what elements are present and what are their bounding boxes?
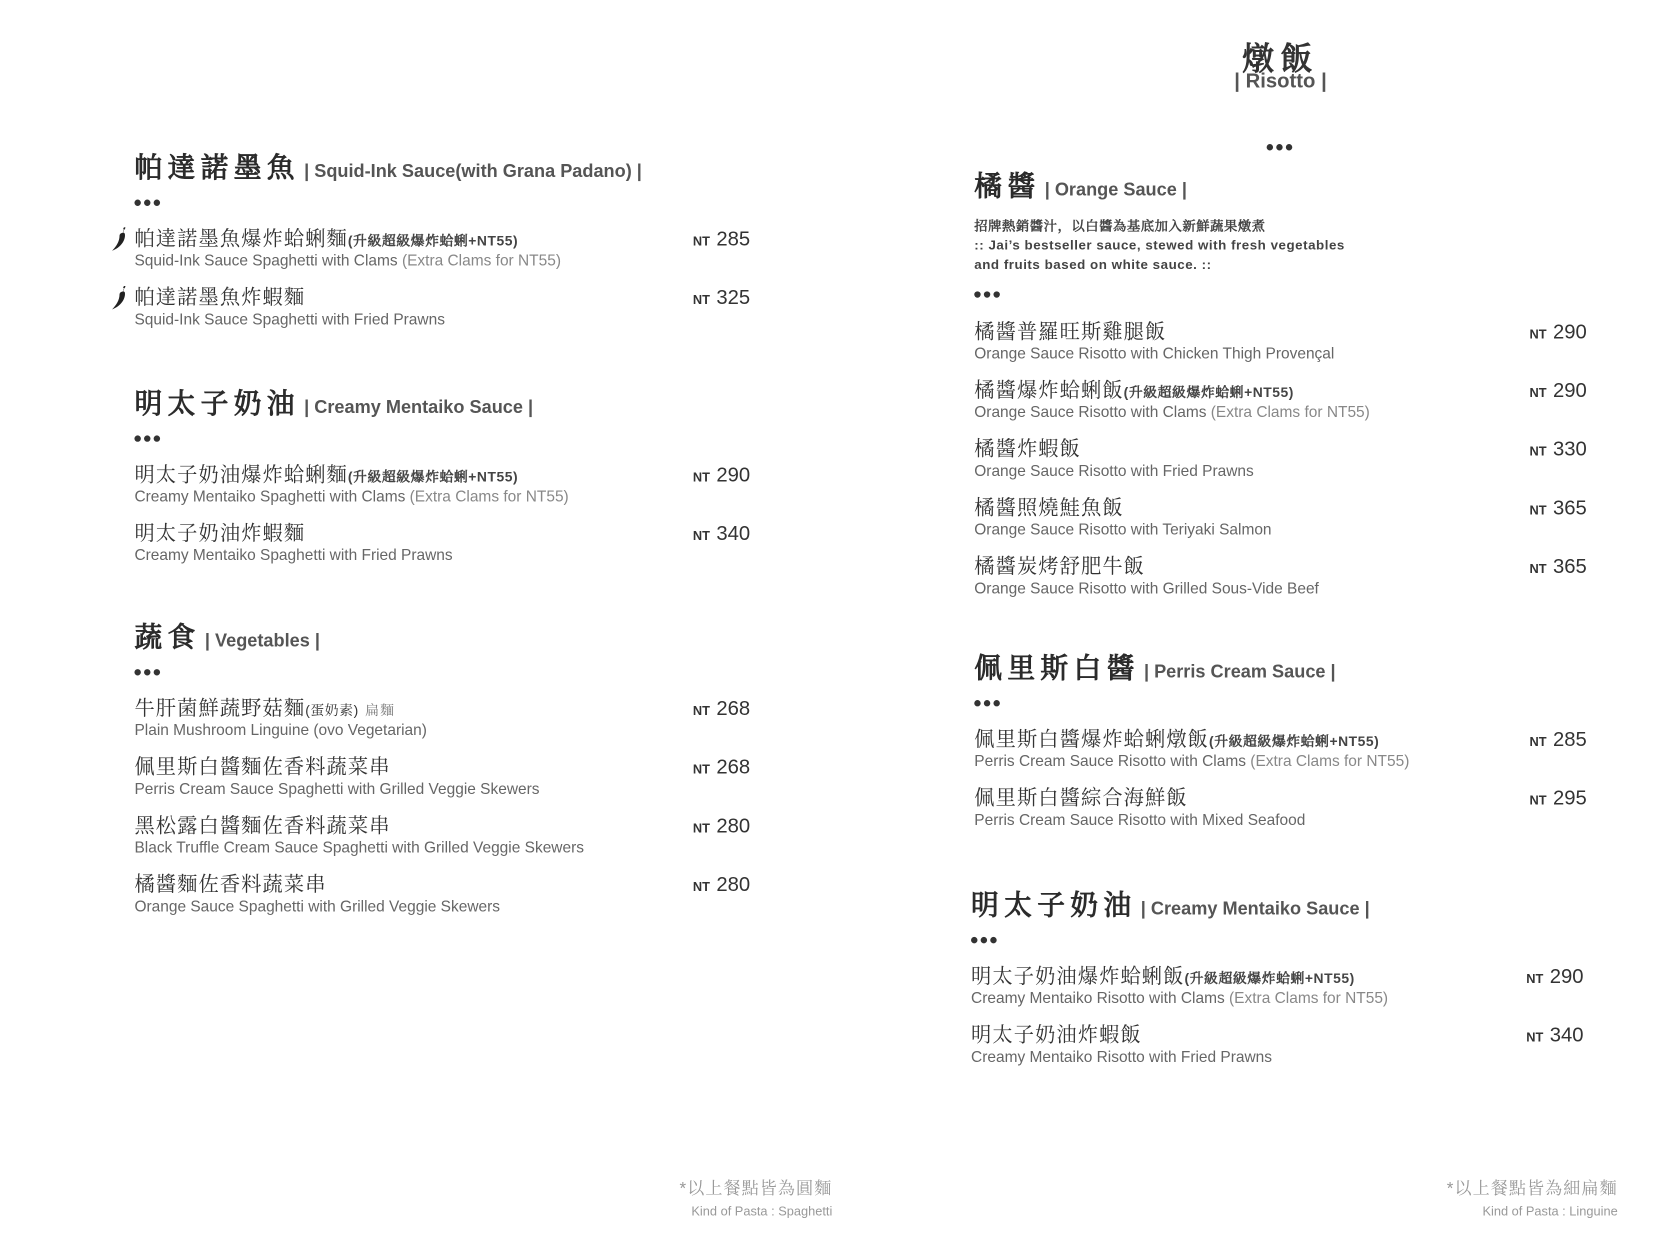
dot (993, 291, 999, 297)
item-name-cn: 帕達諾墨魚爆炸蛤蜊麵 (134, 228, 348, 251)
dot (984, 291, 990, 297)
item-name-en-text: Orange Sauce Spaghetti with Grilled Veggie Skewers (134, 898, 501, 916)
price-currency: NT (1526, 971, 1544, 987)
item-name-cn: 佩里斯白醬麵佐香料蔬菜串 (134, 756, 391, 779)
price-currency: NT (1529, 443, 1547, 459)
section-title-en: | Vegetables | (204, 630, 320, 651)
price-currency: NT (1526, 1029, 1544, 1045)
dot (984, 700, 990, 706)
menu-item[interactable] (974, 381, 1587, 424)
item-name-en (971, 988, 1584, 1009)
item-name-en-text: Squid-Ink Sauce Spaghetti with Clams (134, 252, 398, 270)
price-value: 280 (716, 815, 751, 838)
price-currency: NT (692, 292, 710, 308)
item-name-cn: 橘醬照燒鮭魚飯 (974, 497, 1124, 520)
item-name-en-text: Orange Sauce Risotto with Chicken Thigh Provençal (974, 345, 1335, 363)
price-value: 325 (716, 287, 751, 310)
item-name-en-text: Black Truffle Cream Sauce Spaghetti with Grilled Veggie Skewers (134, 839, 584, 857)
item-name-en-text: Creamy Mentaiko Spaghetti with Fried Prawns (134, 547, 453, 565)
dot (974, 291, 980, 297)
item-name-en-text: Perris Cream Sauce Risotto with Mixed Seafood (974, 812, 1306, 830)
item-price (1529, 789, 1586, 810)
section-title-en: | Creamy Mentaiko Sauce | (304, 396, 534, 418)
description-line: 招牌熱銷醬汁，以白醬為基底加入新鮮蔬果燉煮 (974, 218, 1266, 234)
price-currency: NT (1529, 561, 1547, 577)
section-title-en: | Orange Sauce | (1044, 179, 1187, 200)
dots-divider (974, 286, 1587, 303)
menu-item[interactable] (974, 498, 1587, 541)
price-currency: NT (1529, 734, 1547, 750)
section-heading (134, 152, 750, 184)
footer-left-en: Kind of Pasta : Spaghetti (691, 1203, 833, 1219)
menu-item[interactable] (971, 1025, 1584, 1068)
item-name-en (974, 402, 1587, 423)
price-currency: NT (692, 469, 710, 485)
item-name (134, 465, 750, 486)
item-name-en-text: Creamy Mentaiko Risotto with Fried Prawns (971, 1048, 1273, 1067)
price-currency: NT (692, 233, 710, 249)
price-value: 268 (716, 697, 751, 721)
item-extra-note: (Extra Clams for NT55) (401, 252, 562, 270)
item-name-cn: 帕達諾墨魚炸蝦麵 (134, 287, 306, 310)
item-name (134, 875, 750, 896)
menu-item[interactable] (134, 699, 750, 742)
section-title-cn: 明太子奶油 (971, 888, 1137, 921)
price-currency: NT (692, 528, 710, 544)
item-name-en (134, 251, 750, 272)
price-currency: NT (692, 703, 710, 719)
section-title-cn: 明太子奶油 (134, 387, 300, 420)
item-name-en-text: Orange Sauce Risotto with Teriyaki Salmon (974, 521, 1272, 539)
section-heading (974, 652, 1587, 684)
dot (144, 435, 150, 441)
item-name-en-text: Orange Sauce Risotto with Grilled Sous-Vide Beef (974, 580, 1319, 598)
dots-divider (971, 932, 1584, 949)
item-name-cn: 明太子奶油炸蝦麵 (134, 522, 306, 546)
item-upgrade-note: (升級超級爆炸蛤蜊+NT55) (347, 232, 519, 249)
price-currency: NT (1529, 502, 1547, 518)
price-value: 340 (1549, 1024, 1584, 1047)
item-name-en-text: Orange Sauce Risotto with Fried Prawns (974, 463, 1254, 481)
menu-item[interactable] (134, 758, 750, 801)
menu-item[interactable] (134, 229, 750, 272)
item-name-en-text: Plain Mushroom Linguine (ovo Vegetarian) (134, 722, 427, 740)
price-value: 365 (1552, 497, 1587, 520)
menu-section (974, 652, 1587, 831)
dot (134, 199, 140, 205)
item-name (971, 967, 1584, 988)
item-name-cn: 明太子奶油爆炸蛤蜊飯 (971, 965, 1185, 989)
dot (134, 435, 140, 441)
item-name (974, 557, 1587, 578)
item-name-cn: 明太子奶油爆炸蛤蜊麵 (134, 464, 348, 487)
item-name-en (134, 779, 750, 800)
item-price (693, 524, 750, 545)
price-value: 295 (1552, 787, 1587, 810)
item-name-en-text: Orange Sauce Risotto with Clams (974, 404, 1207, 422)
item-name-cn: 黑松露白醬麵佐香料蔬菜串 (134, 815, 391, 838)
dots-divider (134, 664, 750, 681)
item-name-cn: 牛肝菌鮮蔬野菇麵 (134, 697, 306, 721)
item-extra-note: (Extra Clams for NT55) (1229, 990, 1389, 1008)
item-name-en (134, 838, 750, 859)
item-name-en (974, 344, 1587, 365)
menu-item[interactable] (974, 440, 1587, 483)
section-heading (134, 621, 750, 653)
section-heading (974, 170, 1587, 202)
item-price (1529, 498, 1586, 519)
item-price (1529, 730, 1586, 751)
footer-left (512, 1179, 832, 1222)
section-title-en: | Squid-Ink Sauce(with Grana Padano) | (304, 161, 642, 182)
item-name-en (134, 720, 750, 741)
item-upgrade-note: (升級超級爆炸蛤蜊+NT55) (1123, 384, 1294, 401)
item-name (974, 322, 1587, 343)
price-currency: NT (1529, 326, 1547, 342)
item-name (134, 758, 750, 779)
description-line: and fruits based on white sauce. :: (974, 257, 1212, 273)
item-name (974, 789, 1587, 810)
dots-divider (1120, 139, 1440, 156)
item-name-en (974, 578, 1587, 599)
menu-item[interactable] (974, 789, 1587, 832)
dot (981, 937, 987, 943)
item-price (693, 288, 750, 309)
menu-item[interactable] (974, 730, 1587, 773)
item-upgrade-note: (升級超級爆炸蛤蜊+NT55) (1209, 733, 1380, 750)
dot (993, 700, 999, 706)
item-extra-note: (Extra Clams for NT55) (1250, 753, 1410, 771)
dot (154, 435, 160, 441)
menu-item[interactable] (134, 875, 750, 918)
item-price (1529, 381, 1586, 402)
menu-item[interactable] (134, 816, 750, 859)
item-diet-note: (蛋奶素) (305, 702, 359, 719)
description-line: :: Jai’s bestseller sauce, stewed with fresh vegetables (974, 237, 1345, 253)
item-name-en (134, 545, 750, 566)
section-heading (971, 889, 1584, 921)
dots-divider (974, 695, 1587, 712)
price-value: 268 (716, 756, 751, 779)
item-name-cn: 佩里斯白醬綜合海鮮飯 (974, 787, 1188, 810)
item-name (974, 730, 1587, 751)
menu-section (134, 387, 750, 566)
dot (144, 669, 150, 675)
dot (154, 669, 160, 675)
item-name-en (134, 487, 750, 508)
risotto-title-en: | Risotto | (1234, 70, 1327, 93)
price-currency: NT (692, 820, 710, 836)
dot (154, 199, 160, 205)
item-price (693, 229, 750, 250)
section-title-en: | Perris Cream Sauce | (1143, 661, 1336, 682)
item-name-en (134, 896, 750, 917)
price-value: 290 (716, 464, 751, 487)
footer-right (1298, 1179, 1618, 1222)
item-upgrade-note: (升級超級爆炸蛤蜊+NT55) (347, 468, 519, 485)
item-name (134, 699, 750, 720)
dot (134, 669, 140, 675)
item-price (1526, 1025, 1583, 1046)
price-value: 280 (716, 873, 751, 897)
menu-item[interactable] (134, 524, 750, 567)
price-currency: NT (692, 761, 710, 777)
price-currency: NT (1529, 385, 1547, 401)
price-value: 285 (1552, 728, 1587, 752)
footer-right-en: Kind of Pasta : Linguine (1482, 1203, 1618, 1219)
section-description (974, 217, 1587, 275)
price-value: 330 (1552, 438, 1587, 461)
dots-divider (134, 430, 750, 447)
item-name (974, 381, 1587, 402)
chili-pepper-icon (109, 286, 130, 312)
item-price (693, 699, 750, 720)
menu-section (974, 170, 1587, 600)
item-name-en-text: Perris Cream Sauce Spaghetti with Grilled Veggie Skewers (134, 781, 540, 799)
item-price (693, 758, 750, 779)
footer-right-cn: *以上餐點皆為細扁麵 (1446, 1180, 1618, 1199)
item-name (134, 524, 750, 545)
item-extra-note: (Extra Clams for NT55) (409, 488, 569, 506)
item-name-en (974, 520, 1587, 541)
section-heading (134, 387, 750, 419)
menu-section (971, 889, 1584, 1068)
item-name-en-text: Squid-Ink Sauce Spaghetti with Fried Prawns (134, 311, 445, 329)
price-value: 290 (1549, 965, 1584, 989)
item-pasta-type: 扁麵 (365, 702, 396, 719)
menu-section (134, 621, 750, 918)
item-name-cn: 橘醬麵佐香料蔬菜串 (134, 873, 327, 897)
menu-item[interactable] (134, 465, 750, 508)
item-name-en (974, 810, 1587, 831)
risotto-title-cn: 燉飯 (1242, 41, 1319, 77)
price-currency: NT (692, 879, 710, 895)
item-name-en-text: Perris Cream Sauce Risotto with Clams (974, 753, 1246, 771)
item-price (1529, 322, 1586, 343)
section-title-cn: 佩里斯白醬 (974, 651, 1140, 685)
item-price (1529, 557, 1586, 578)
item-price (693, 816, 750, 837)
dot (971, 937, 977, 943)
dot (990, 937, 996, 943)
item-extra-note: (Extra Clams for NT55) (1210, 404, 1370, 422)
item-name (971, 1025, 1584, 1046)
item-name-en (134, 309, 750, 330)
section-title-cn: 橘醬 (974, 169, 1041, 202)
item-name-en-text: Creamy Mentaiko Spaghetti with Clams (134, 488, 406, 506)
item-price (1526, 967, 1583, 988)
item-name-cn: 明太子奶油炸蝦飯 (971, 1024, 1142, 1047)
item-name (134, 288, 750, 309)
item-name-en (974, 751, 1587, 772)
dots-divider (134, 194, 750, 211)
item-price (1529, 440, 1586, 461)
item-name (134, 229, 750, 250)
item-name-cn: 橘醬普羅旺斯雞腿飯 (974, 321, 1167, 344)
menu-item[interactable] (134, 288, 750, 331)
item-name-cn: 橘醬炸蝦飯 (974, 438, 1081, 461)
item-name-cn: 橘醬炭烤舒肥牛飯 (974, 555, 1146, 579)
price-value: 290 (1552, 379, 1587, 403)
footer-left-cn: *以上餐點皆為圓麵 (679, 1180, 833, 1199)
item-name-en-text: Creamy Mentaiko Risotto with Clams (971, 990, 1225, 1008)
chili-pepper-icon (109, 227, 130, 253)
menu-item[interactable] (974, 322, 1587, 365)
item-name-cn: 橘醬爆炸蛤蜊飯 (974, 379, 1124, 403)
item-name (134, 816, 750, 837)
item-price (693, 465, 750, 486)
dot (974, 700, 980, 706)
item-upgrade-note: (升級超級爆炸蛤蜊+NT55) (1184, 969, 1355, 987)
item-name-cn: 佩里斯白醬爆炸蛤蜊燉飯 (974, 728, 1210, 752)
price-currency: NT (1529, 792, 1547, 808)
menu-section (134, 152, 750, 331)
item-name-en (974, 461, 1587, 482)
item-name (974, 440, 1587, 461)
price-value: 290 (1552, 321, 1587, 344)
price-value: 365 (1552, 555, 1587, 579)
section-title-cn: 帕達諾墨魚 (134, 151, 300, 184)
dot (144, 199, 150, 205)
price-value: 340 (716, 522, 751, 546)
price-value: 285 (716, 228, 751, 251)
menu-item[interactable] (974, 557, 1587, 600)
item-name (974, 498, 1587, 519)
menu-item[interactable] (971, 967, 1584, 1010)
item-price (693, 875, 750, 896)
section-title-en: | Creamy Mentaiko Sauce | (1140, 898, 1370, 919)
item-name-en (971, 1047, 1584, 1068)
section-title-cn: 蔬食 (134, 621, 201, 654)
